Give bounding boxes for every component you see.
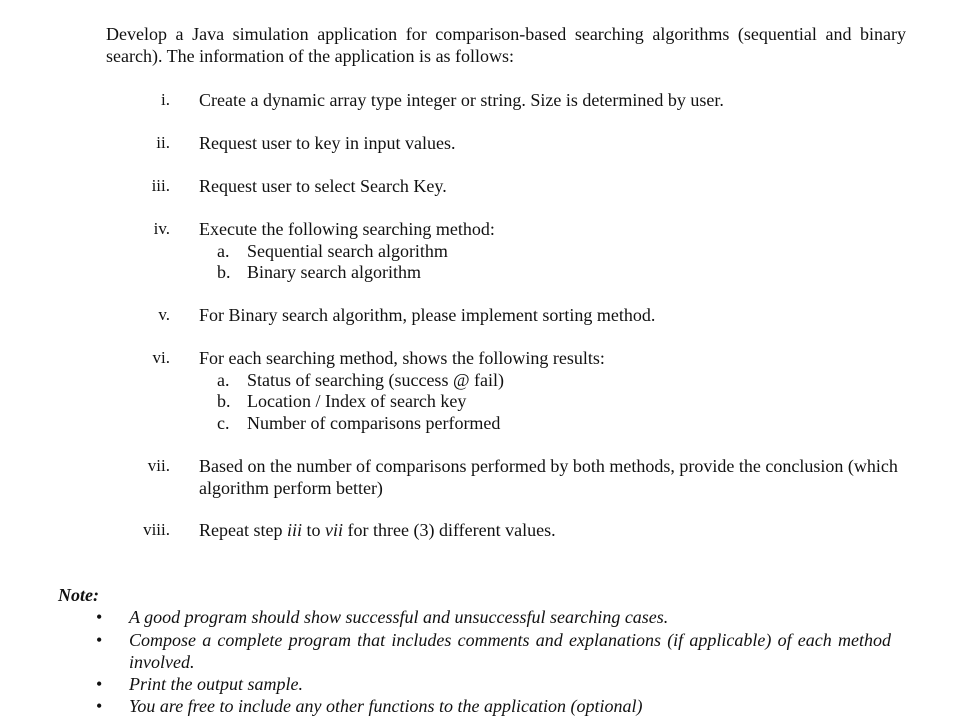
note-bullet-text: You are free to include any other functions to the application (optional): [129, 696, 643, 716]
note-bullet-text: Compose a complete program that includes comments and explanations (if applicable) of each method involved.: [129, 630, 891, 672]
bullet-icon: •: [96, 696, 103, 716]
sub-item-text: Binary search algorithm: [247, 262, 421, 282]
note-bullet-text: Print the output sample.: [129, 674, 303, 694]
step-number: i.: [161, 90, 170, 109]
bullet-icon: •: [96, 607, 103, 627]
sub-item: [217, 369, 897, 391]
step-text: Based on the number of comparisons performed by both methods, provide the conclusion (which algorithm perform better): [199, 456, 898, 498]
note-bullet-text: A good program should show successful and unsuccessful searching cases.: [129, 607, 669, 627]
step-text-pre: Repeat step: [199, 520, 287, 540]
step-number: viii.: [143, 520, 170, 539]
bullet-icon: •: [96, 630, 103, 650]
step-number: iv.: [153, 219, 170, 238]
step-text: Create a dynamic array type integer or string. Size is determined by user.: [199, 90, 724, 110]
step-number: vi.: [152, 348, 170, 367]
sub-item-letter: a.: [217, 241, 230, 261]
step-text: For Binary search algorithm, please implement sorting method.: [199, 305, 656, 325]
sub-item-text: Status of searching (success @ fail): [247, 370, 505, 390]
step-number: vii.: [147, 456, 170, 475]
sub-item-text: Number of comparisons performed: [247, 413, 501, 433]
step-text-post: for three (3) different values.: [343, 520, 556, 540]
sub-item-letter: b.: [217, 391, 231, 411]
sub-item-letter: c.: [217, 413, 230, 433]
note-label: Note:: [58, 585, 99, 605]
step-text: [199, 519, 899, 541]
step-number: ii.: [156, 133, 170, 152]
step-text: For each searching method, shows the following results:: [199, 348, 605, 368]
bullet-icon: •: [96, 674, 103, 694]
step-text-mid: to: [302, 520, 326, 540]
sub-item: [217, 261, 897, 283]
step-ref-vii: vii: [325, 520, 344, 540]
step-ref-iii: iii: [286, 520, 302, 540]
sub-item-text: Sequential search algorithm: [247, 241, 448, 261]
sub-item-letter: a.: [217, 370, 230, 390]
sub-item-letter: b.: [217, 262, 231, 282]
sub-item: [217, 240, 897, 262]
step-text: Request user to key in input values.: [199, 133, 456, 153]
step-number: v.: [158, 305, 170, 324]
step-text: Request user to select Search Key.: [199, 176, 447, 196]
sub-item: [217, 412, 897, 434]
sub-item-text: Location / Index of search key: [247, 391, 467, 411]
sub-item: [217, 390, 897, 412]
step-number: iii.: [151, 176, 170, 195]
assignment-intro: Develop a Java simulation application for comparison-based searching algorithms (sequential and binary search). The information of the application is as follows:: [106, 24, 906, 66]
step-text: Execute the following searching method:: [199, 219, 495, 239]
